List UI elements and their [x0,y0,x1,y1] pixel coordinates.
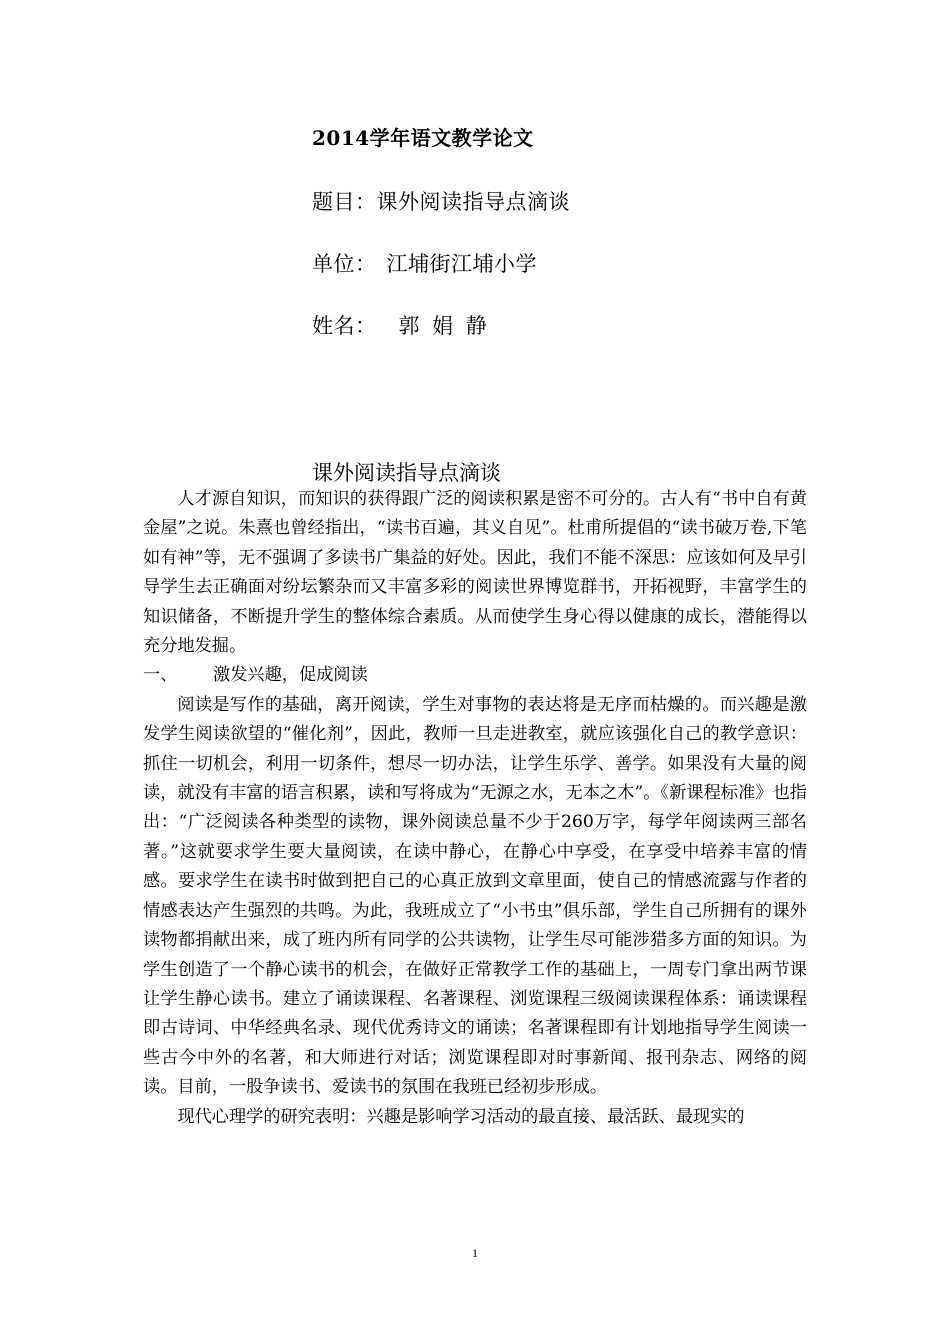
name-value: 郭 娟 静 [398,314,490,338]
section-title: 激发兴趣，促成阅读 [213,665,368,686]
topic-label: 题目： [312,190,377,214]
unit-label: 单位： [312,252,377,276]
topic-value: 课外阅读指导点滴谈 [376,190,570,214]
essay-body [143,485,807,1132]
section-paragraph: 现代心理学的研究表明：兴趣是影响学习活动的最直接、最活跃、最现实的 [177,1106,745,1127]
unit-value: 江埔街江埔小学 [386,252,537,276]
page-number: 1 [472,1246,478,1260]
section-paragraph: 阅读是写作的基础，离开阅读，学生对事物的表达将是无序而枯燥的。而兴趣是激发学生阅读欲望的“催化剂”，因此，教师一旦走进教室，就应该强化自己的教学意识：抓住一切机会，利用一切条件，想尽一切办法，让学生乐学、善学。如果没有大量的阅读，就没有丰富的语言积累，读和写将成为“无源之水，无本之木”。《新课程标准》也指出：“广泛阅读各种类型的读物，课外阅读总量不少于260万字，每学年阅读两三部名著。”这就要求学生要大量阅读，在读中静心，在静心中享受，在享受中培养丰富的情感。要求学生在读书时做到把自己的心真正放到文章里面，使自己的情感流露与作者的情感表达产生强烈的共鸣。为此，我班成立了“小书虫”俱乐部，学生自己所拥有的课外读物都捐献出来，成了班内所有同学的公共读物，让学生尽可能涉猎多方面的知识。为学生创造了一个静心读书的机会，在做好正常教学工作的基础上，一周专门拿出两节课让学生静心读书。建立了诵读课程、名著课程、浏览课程三级阅读课程体系：诵读课程即古诗词、中华经典名录、现代优秀诗文的诵读；名著课程即有计划地指导学生阅读一些古今中外的名著，和大师进行对话；浏览课程即对时事新闻、报刊杂志、网络的阅读。目前，一股争读书、爱读书的氛围在我班已经初步形成。 [143,694,807,1098]
essay-title: 课外阅读指导点滴谈 [312,461,501,485]
cover-topic-line [312,186,570,216]
cover-unit-line [312,248,537,278]
cover-title: 2014学年语文教学论文 [312,126,534,150]
name-label: 姓名： [312,314,377,338]
intro-paragraph: 人才源自知识，而知识的获得跟广泛的阅读积累是密不可分的。古人有“书中自有黄金屋”之说。朱熹也曾经指出，“读书百遍，其义自见”。杜甫所提倡的“读书破万卷,下笔如有神”等，无不强调了多读书广集益的好处。因此，我们不能不深思：应该如何及早引导学生去正确面对纷坛繁杂而又丰富多彩的阅读世界博览群书，开拓视野，丰富学生的知识储备，不断提升学生的整体综合素质。从而使学生身心得以健康的成长，潜能得以充分地发掘。 [143,489,807,657]
section-heading [143,661,807,690]
cover-name-line [312,310,490,340]
section-number: 一、 [143,665,178,686]
